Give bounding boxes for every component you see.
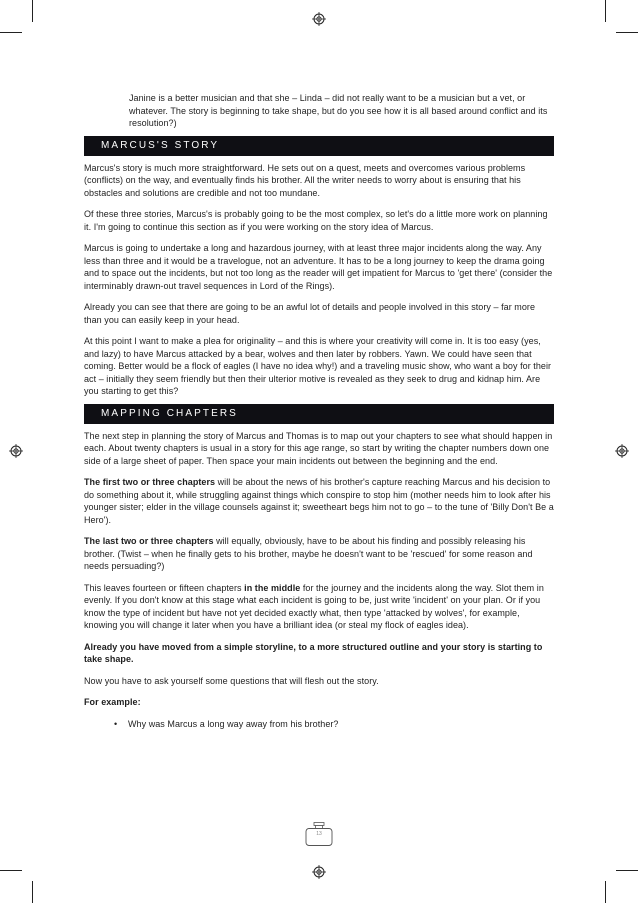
paragraph: Of these three stories, Marcus's is probably going to be the most complex, so let's do a little more work on planning it. I'm going to continue this section as if you were working on the story idea of Marcus. (84, 209, 548, 232)
section-banner-marcus (84, 136, 554, 156)
paragraph: The first two or three chapters will be about the news of his brother's capture reaching Marcus and his decision to do something about it, while struggling against things which conspire to stop him (mother needs him to look after his younger sister; elder in the village counsels against it; sweetheart begs him not to go – to the tune of 'Billy Don't Be a Hero'). (84, 477, 554, 525)
bold-paragraph: Already you have moved from a simple storyline, to a more structured outline and your story is starting to take shape. (84, 641, 543, 664)
section-banner-mapping (84, 404, 554, 424)
paragraph (84, 641, 554, 666)
paragraph: Marcus is going to undertake a long and hazardous journey, with at least three major incidents along the way. Any less than three and it would be a travelogue, not an adventure. It has to be a long journey to keep the drama going and to space out the incidents, but not too long as the reader will get impatient for Marcus to 'get there' (consider the interminably drawn-out travel sequences in Lord of the Rings). (84, 243, 553, 291)
intro-paragraph: Janine is a better musician and that she – Linda – did not really want to be a musician but a vet, or whatever. The story is beginning to take shape, but do you see how it is all based around conflict and its resolution?) (129, 93, 548, 128)
bold-paragraph: For example: (84, 697, 141, 707)
bold-phrase: The last two or three chapters (84, 536, 214, 546)
page-content (84, 92, 554, 730)
bold-phrase: The first two or three chapters (84, 477, 216, 487)
bold-phrase: in the middle (244, 582, 301, 593)
page-number: 13 (316, 831, 322, 837)
registration-mark-right (615, 444, 629, 458)
paragraph: This leaves fourteen or fifteen chapters in the middle for the journey and the incidents along the way. Slot them in evenly. If you don't know at this stage what each incident is going to be, just write 'incident' on your plan. Or if you know the type of incident but have not yet decided exactly what, then type 'attacked by wolves', for example, knowing you will change it later when you have a brilliant idea (or steal my flock of eagles idea). (84, 582, 544, 630)
registration-mark-top (312, 12, 326, 26)
registration-mark-bottom (312, 865, 326, 879)
paragraph: The last two or three chapters will equally, obviously, have to be about his finding and possibly releasing his brother. (Twist – when he finally gets to his brother, maybe he doesn't want to be 'rescued' for some reason and needs persuading?) (84, 536, 533, 571)
registration-mark-left (9, 444, 23, 458)
section-title: MAPPING CHAPTERS (101, 408, 238, 419)
list-item: • Why was Marcus a long way away from his brother? (114, 718, 339, 729)
bullet-glyph: • (114, 718, 118, 729)
page-number-badge (304, 822, 334, 846)
paragraph: Already you can see that there are going to be an awful lot of details and people involved in this story – far more than you can easily keep in your head. (84, 302, 536, 325)
paragraph: At this point I want to make a plea for originality – and this is where your creativity will come in. It is too easy (yes, and lazy) to have Marcus attacked by a bear, wolves and then later by robbers. Yawn. We could have seen that coming. Better would be a flock of eagles (I have no idea why!) and a traveling music show, who want a boy for their act – initially they seem friendly but then their ulterior motive is revealed as they seek to drug and kidnap him. Are you starting to get this? (84, 336, 552, 396)
paragraph: Now you have to ask yourself some questions that will flesh out the story. (84, 675, 379, 686)
paragraph: The next step in planning the story of Marcus and Thomas is to map out your chapters to see what should happen in each. About twenty chapters is usual in a story for this age range, so start by writing the chapter numbers down one side of a large sheet of paper. Then space your main incidents out between the beginning and the end. (84, 430, 553, 466)
section-title: MARCUS'S STORY (101, 140, 220, 151)
paragraph (84, 696, 554, 709)
paragraph: Marcus's story is much more straightforward. He sets out on a quest, meets and overcomes various problems (conflicts) on the way, and eventually finds his brother. All the writer needs to worry about is ensuring that his obstacles and solutions are credible and not too mundane. (84, 162, 526, 198)
